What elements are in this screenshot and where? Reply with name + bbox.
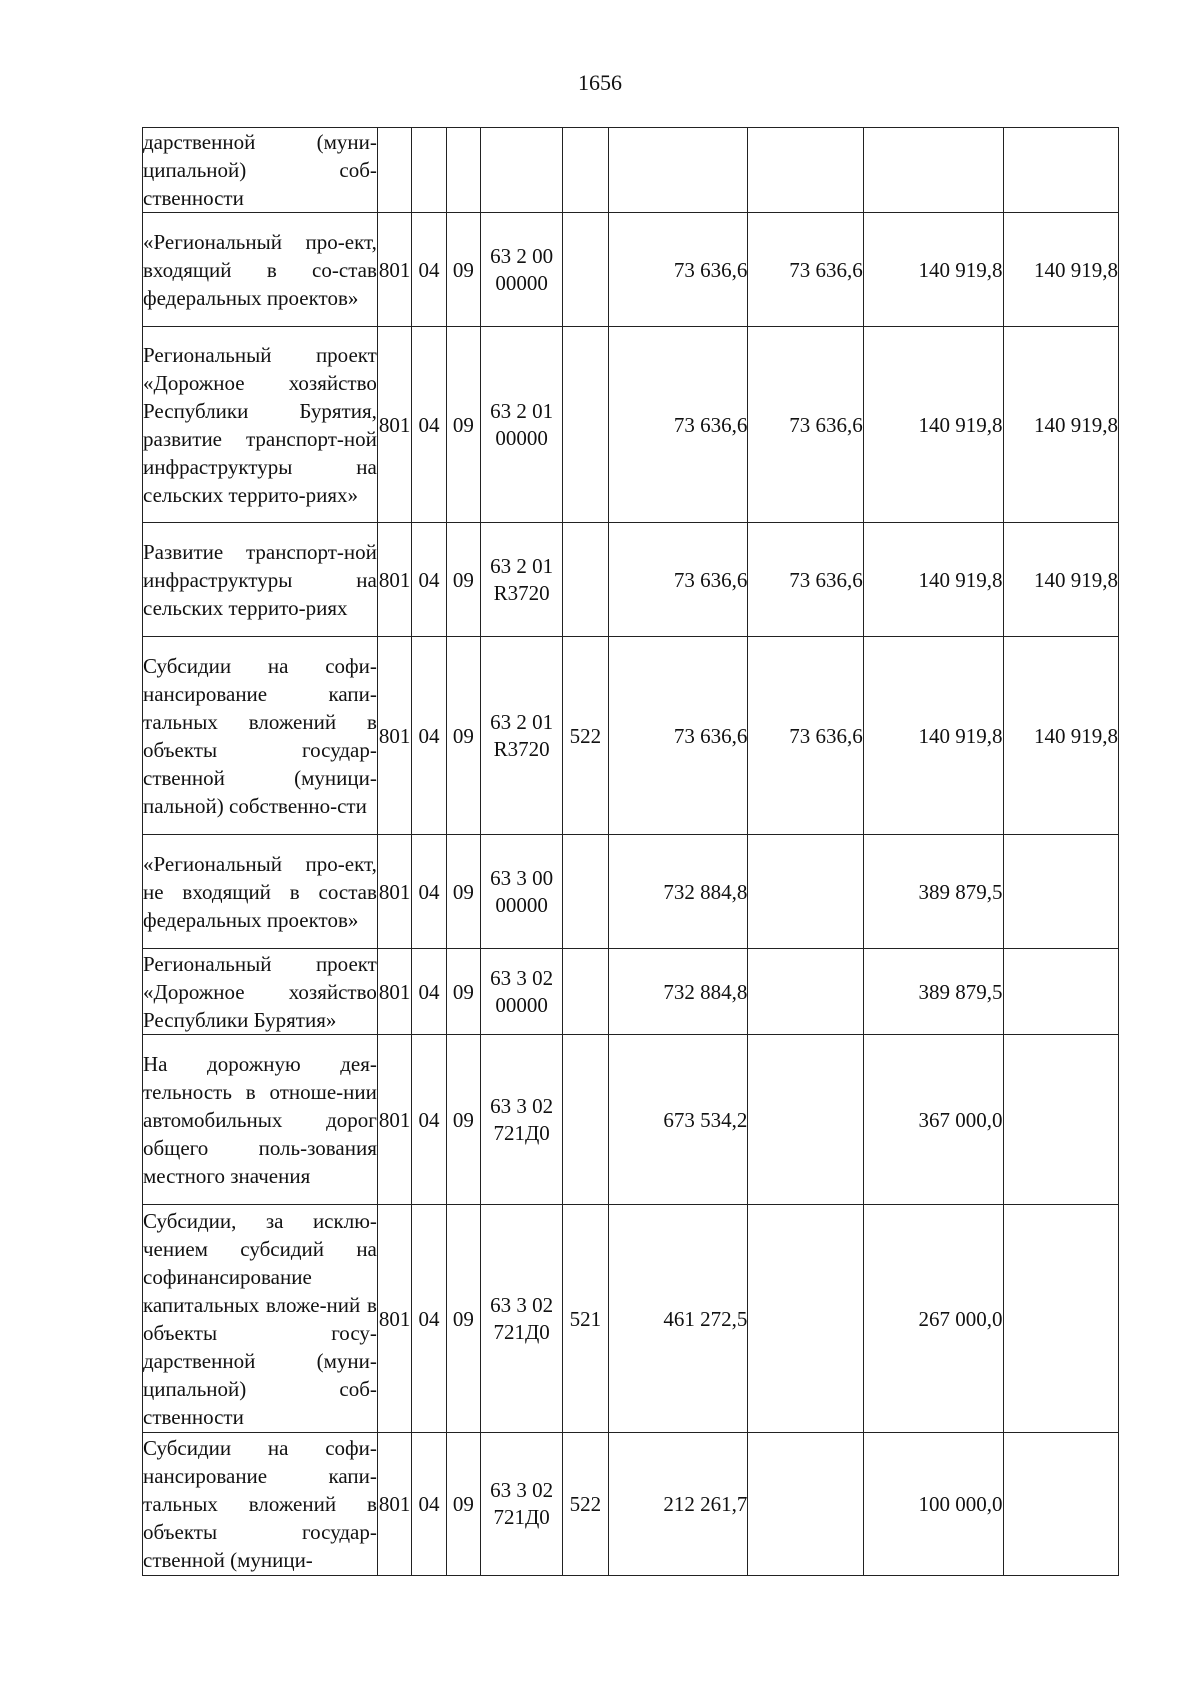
amount-cell-4: 140 919,8	[1003, 327, 1119, 523]
amount-cell-4	[1003, 1035, 1119, 1205]
ved-code-cell: 801	[377, 523, 411, 637]
expense-type-cell	[563, 835, 609, 949]
section-code-cell: 04	[412, 327, 446, 523]
section-code-cell: 04	[412, 1035, 446, 1205]
amount-cell-3: 140 919,8	[863, 523, 1003, 637]
amount-cell-3: 389 879,5	[863, 949, 1003, 1035]
amount-cell-1: 732 884,8	[608, 835, 748, 949]
subsection-code-cell: 09	[446, 1035, 480, 1205]
amount-cell-4	[1003, 835, 1119, 949]
target-article-cell: 63 3 02 721Д0	[481, 1205, 563, 1433]
target-article-cell: 63 2 01 R3720	[481, 637, 563, 835]
ved-code-cell: 801	[377, 949, 411, 1035]
row-name-cell: дарственной (муни-ципальной) соб-ственности	[143, 128, 378, 213]
expense-type-cell	[563, 1035, 609, 1205]
target-article-cell: 63 2 00 00000	[481, 213, 563, 327]
row-name-cell: «Региональный про-ект, входящий в со-став федеральных проектов»	[143, 213, 378, 327]
amount-cell-2	[748, 1205, 863, 1433]
amount-cell-2	[748, 128, 863, 213]
table-row	[143, 1433, 1119, 1576]
section-code-cell: 04	[412, 213, 446, 327]
amount-cell-3: 100 000,0	[863, 1433, 1003, 1576]
ved-code-cell: 801	[377, 1035, 411, 1205]
amount-cell-4	[1003, 1205, 1119, 1433]
row-name-cell: Субсидии на софи-нансирование капи-тальных вложений в объекты государ-ственной (муници-пальной) собственно-сти	[143, 637, 378, 835]
target-article-cell: 63 2 01 00000	[481, 327, 563, 523]
target-article-cell: 63 3 00 00000	[481, 835, 563, 949]
amount-cell-4: 140 919,8	[1003, 523, 1119, 637]
subsection-code-cell: 09	[446, 213, 480, 327]
expense-type-cell: 521	[563, 1205, 609, 1433]
row-name-cell: На дорожную дея-тельность в отноше-нии автомобильных дорог общего поль-зования местного значения	[143, 1035, 378, 1205]
expense-type-cell: 522	[563, 1433, 609, 1576]
amount-cell-4: 140 919,8	[1003, 213, 1119, 327]
table-row	[143, 835, 1119, 949]
amount-cell-2: 73 636,6	[748, 637, 863, 835]
amount-cell-1: 73 636,6	[608, 327, 748, 523]
table-row	[143, 128, 1119, 213]
expense-type-cell	[563, 327, 609, 523]
table-row	[143, 1205, 1119, 1433]
amount-cell-4: 140 919,8	[1003, 637, 1119, 835]
row-name-cell: «Региональный про-ект, не входящий в состав федеральных проектов»	[143, 835, 378, 949]
row-name-cell: Региональный проект «Дорожное хозяйство Республики Бурятия»	[143, 949, 378, 1035]
subsection-code-cell: 09	[446, 1433, 480, 1576]
expense-type-cell	[563, 213, 609, 327]
amount-cell-2	[748, 835, 863, 949]
ved-code-cell: 801	[377, 1205, 411, 1433]
amount-cell-2	[748, 949, 863, 1035]
amount-cell-4	[1003, 128, 1119, 213]
subsection-code-cell: 09	[446, 835, 480, 949]
expense-type-cell	[563, 523, 609, 637]
amount-cell-2	[748, 1433, 863, 1576]
ved-code-cell: 801	[377, 835, 411, 949]
target-article-cell: 63 3 02 721Д0	[481, 1035, 563, 1205]
expense-type-cell	[563, 949, 609, 1035]
target-article-cell	[481, 128, 563, 213]
amount-cell-2	[748, 1035, 863, 1205]
amount-cell-4	[1003, 1433, 1119, 1576]
subsection-code-cell: 09	[446, 523, 480, 637]
amount-cell-1: 461 272,5	[608, 1205, 748, 1433]
amount-cell-1: 212 261,7	[608, 1433, 748, 1576]
amount-cell-3: 267 000,0	[863, 1205, 1003, 1433]
table-row	[143, 949, 1119, 1035]
page-number: 1656	[578, 70, 622, 95]
amount-cell-3	[863, 128, 1003, 213]
table-row	[143, 327, 1119, 523]
section-code-cell: 04	[412, 523, 446, 637]
ved-code-cell: 801	[377, 213, 411, 327]
amount-cell-1: 732 884,8	[608, 949, 748, 1035]
amount-cell-3: 140 919,8	[863, 213, 1003, 327]
section-code-cell: 04	[412, 1205, 446, 1433]
amount-cell-1: 673 534,2	[608, 1035, 748, 1205]
subsection-code-cell: 09	[446, 327, 480, 523]
amount-cell-1: 73 636,6	[608, 637, 748, 835]
section-code-cell	[412, 128, 446, 213]
budget-table	[142, 127, 1119, 1576]
row-name-cell: Субсидии, за исклю-чением субсидий на софинансирование капитальных вложе-ний в объекты госу-дарственной (муни-ципальной) соб-ственности	[143, 1205, 378, 1433]
ved-code-cell: 801	[377, 1433, 411, 1576]
ved-code-cell	[377, 128, 411, 213]
amount-cell-2: 73 636,6	[748, 213, 863, 327]
table-row	[143, 637, 1119, 835]
amount-cell-3: 389 879,5	[863, 835, 1003, 949]
row-name-cell: Региональный проект «Дорожное хозяйство Республики Бурятия, развитие транспорт-ной инфраструктуры на сельских террито-риях»	[143, 327, 378, 523]
amount-cell-1: 73 636,6	[608, 523, 748, 637]
row-name-cell: Развитие транспорт-ной инфраструктуры на сельских террито-риях	[143, 523, 378, 637]
table-body	[143, 128, 1119, 1576]
expense-type-cell: 522	[563, 637, 609, 835]
amount-cell-2: 73 636,6	[748, 327, 863, 523]
section-code-cell: 04	[412, 835, 446, 949]
table-row	[143, 213, 1119, 327]
amount-cell-3: 140 919,8	[863, 637, 1003, 835]
table-row	[143, 1035, 1119, 1205]
expense-type-cell	[563, 128, 609, 213]
subsection-code-cell	[446, 128, 480, 213]
target-article-cell: 63 3 02 721Д0	[481, 1433, 563, 1576]
amount-cell-3: 367 000,0	[863, 1035, 1003, 1205]
amount-cell-1	[608, 128, 748, 213]
row-name-cell: Субсидии на софи-нансирование капи-тальных вложений в объекты государ-ственной (муници-	[143, 1433, 378, 1576]
ved-code-cell: 801	[377, 637, 411, 835]
ved-code-cell: 801	[377, 327, 411, 523]
section-code-cell: 04	[412, 637, 446, 835]
amount-cell-4	[1003, 949, 1119, 1035]
amount-cell-1: 73 636,6	[608, 213, 748, 327]
amount-cell-2: 73 636,6	[748, 523, 863, 637]
subsection-code-cell: 09	[446, 637, 480, 835]
section-code-cell: 04	[412, 1433, 446, 1576]
section-code-cell: 04	[412, 949, 446, 1035]
subsection-code-cell: 09	[446, 949, 480, 1035]
target-article-cell: 63 3 02 00000	[481, 949, 563, 1035]
subsection-code-cell: 09	[446, 1205, 480, 1433]
target-article-cell: 63 2 01 R3720	[481, 523, 563, 637]
table-row	[143, 523, 1119, 637]
amount-cell-3: 140 919,8	[863, 327, 1003, 523]
